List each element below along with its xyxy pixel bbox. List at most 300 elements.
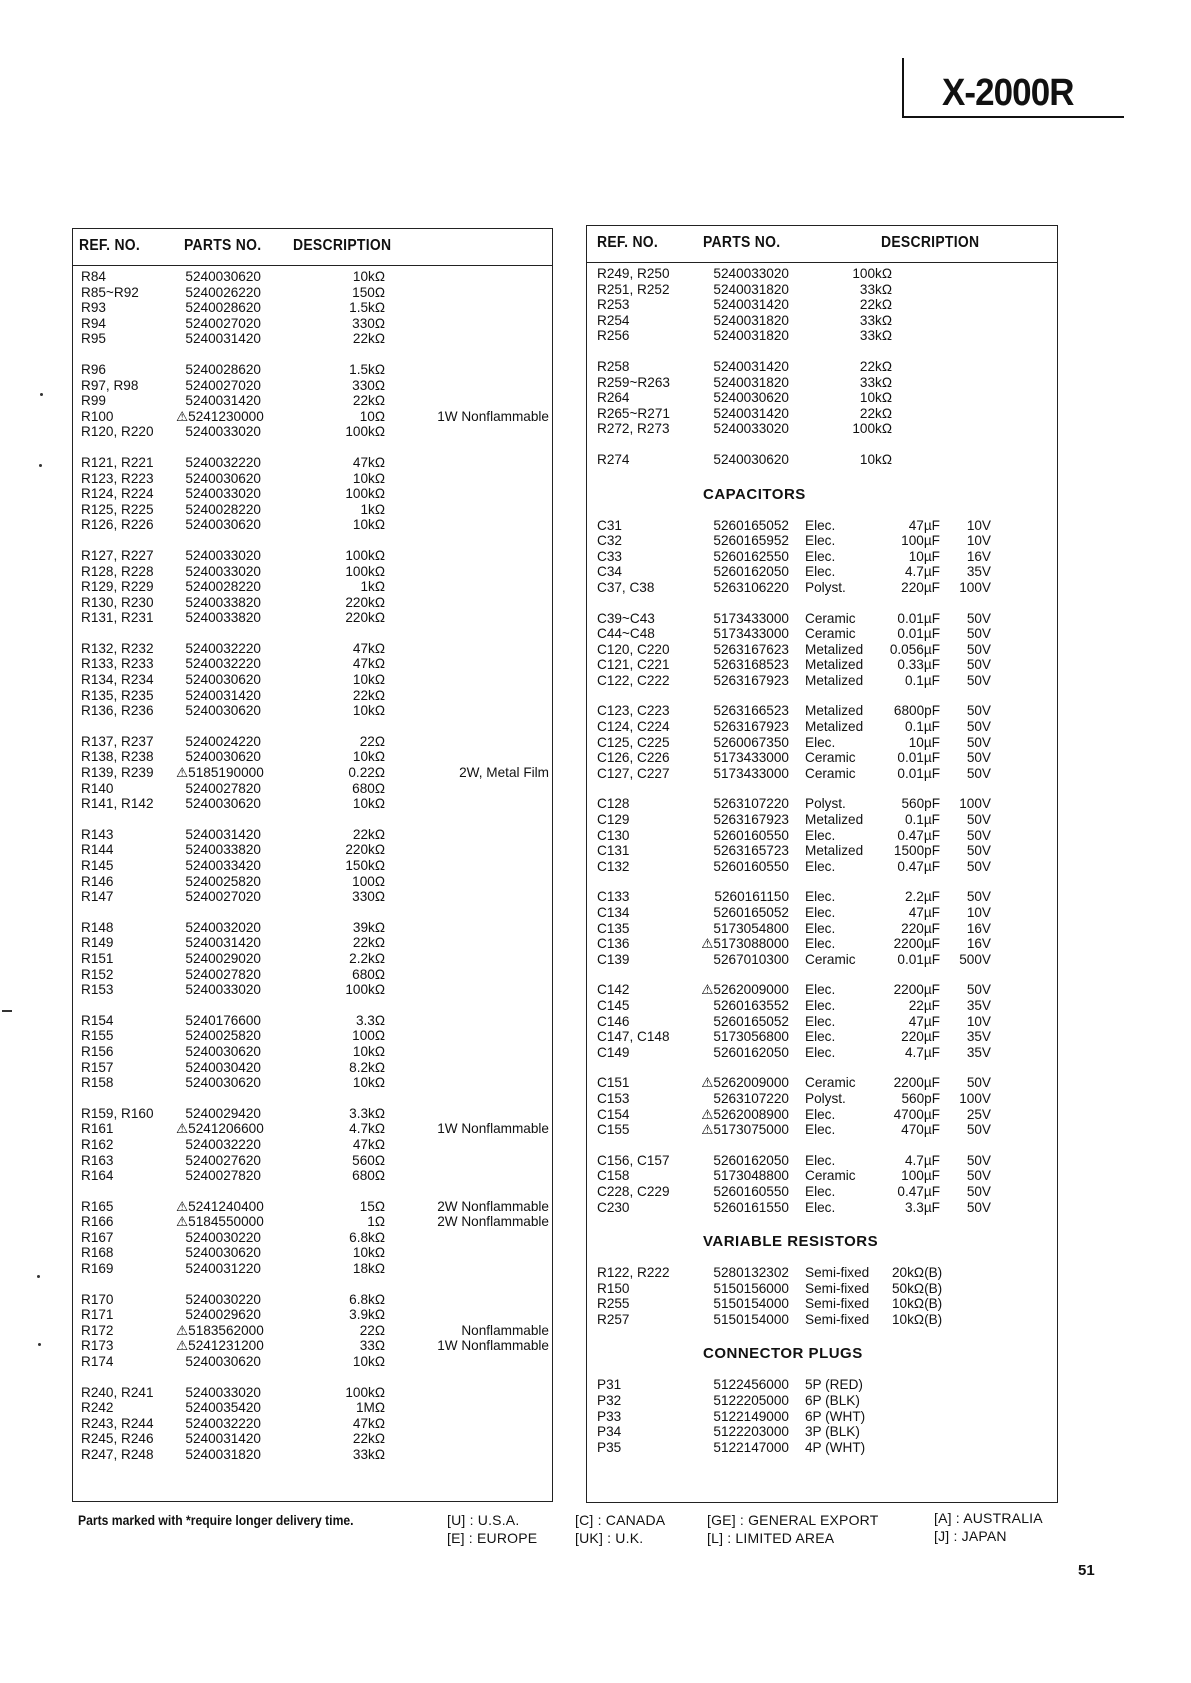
parts-no: 5240027020	[185, 889, 261, 905]
ref-no: R85~R92	[81, 284, 139, 300]
table-row	[73, 1338, 552, 1354]
right-table-body	[587, 266, 1057, 1470]
value: 1.5kΩ	[349, 361, 385, 377]
table-row	[73, 1323, 552, 1339]
value: 47kΩ	[352, 454, 385, 470]
voltage: 50V	[966, 843, 991, 859]
ref-no: R141, R142	[81, 796, 154, 812]
parts-group	[73, 827, 552, 905]
description: 4P (WHT)	[805, 1439, 866, 1455]
capacitance: 470µF	[901, 1122, 940, 1138]
parts-no: 5260165052	[713, 1013, 789, 1029]
parts-no: ⚠5185190000	[176, 765, 264, 781]
parts-no: 5240033020	[713, 266, 789, 281]
col-parts-header: PARTS NO.	[703, 234, 781, 251]
parts-no: 5260163552	[713, 997, 789, 1013]
table-row	[587, 1029, 1057, 1045]
capacitance: 100µF	[901, 1168, 940, 1184]
parts-no: 5240030620	[185, 269, 261, 284]
voltage: 50V	[966, 703, 991, 719]
value: 100kΩ	[345, 547, 385, 563]
parts-no: ⚠5262009000	[701, 982, 789, 998]
ref-no: R135, R235	[81, 687, 154, 703]
parts-group	[587, 1153, 1057, 1215]
value: 18kΩ	[352, 1261, 385, 1277]
type: Ceramic	[805, 951, 856, 967]
table-row	[587, 375, 1057, 391]
capacitance: 220µF	[901, 1029, 940, 1045]
parts-no: 5240031420	[713, 405, 789, 421]
table-row	[587, 1168, 1057, 1184]
value: 1.5kΩ	[349, 300, 385, 316]
ref-no: R171	[81, 1307, 114, 1323]
table-row	[73, 1168, 552, 1184]
type: Elec.	[805, 1044, 836, 1060]
type: Ceramic	[805, 1168, 856, 1184]
value: 10kΩ	[352, 749, 385, 765]
parts-no: 5240032220	[185, 1415, 261, 1431]
left-parts-table	[72, 228, 553, 1502]
value: 680Ω	[352, 966, 385, 982]
value: 10kΩ	[352, 672, 385, 688]
parts-no: 5260165052	[713, 517, 789, 533]
margin-mark	[38, 1343, 41, 1346]
voltage: 50V	[966, 1199, 991, 1215]
capacitance: 0.01µF	[897, 951, 940, 967]
table-row	[73, 982, 552, 998]
parts-no: ⚠5262009000	[701, 1075, 789, 1091]
table-row	[73, 1060, 552, 1076]
parts-no: ⚠5173075000	[701, 1122, 789, 1138]
parts-no: ⚠5184550000	[176, 1214, 264, 1230]
ref-no: R124, R224	[81, 486, 154, 502]
ref-no: C125, C225	[597, 734, 670, 750]
ref-no: R164	[81, 1168, 114, 1184]
parts-no: 5240030620	[185, 1075, 261, 1091]
parts-group	[587, 452, 1057, 468]
voltage: 16V	[966, 920, 991, 936]
parts-no: 5122205000	[713, 1393, 789, 1409]
type: Polyst.	[805, 796, 846, 812]
table-row	[73, 409, 552, 425]
type: Elec.	[805, 889, 836, 905]
parts-no: 5240029620	[185, 1307, 261, 1323]
value: 10kΩ	[859, 390, 892, 406]
col-desc-header: DESCRIPTION	[293, 237, 392, 254]
ref-no: R272, R273	[597, 421, 670, 437]
voltage: 16V	[966, 548, 991, 564]
table-row	[587, 564, 1057, 580]
parts-no: 5260160550	[713, 858, 789, 874]
parts-no: 5240035420	[185, 1400, 261, 1416]
margin-mark	[37, 1275, 40, 1278]
parts-no: 5240033820	[185, 610, 261, 626]
parts-group	[73, 1013, 552, 1091]
parts-no: 5263167923	[713, 812, 789, 828]
ref-no: R100	[81, 408, 114, 424]
voltage: 50V	[966, 641, 991, 657]
capacitance: 220µF	[901, 920, 940, 936]
parts-no: 5240030220	[185, 1291, 261, 1307]
parts-no: 5240031420	[185, 393, 261, 409]
parts-no: 5260160550	[713, 827, 789, 843]
ref-no: R257	[597, 1311, 630, 1327]
region-general-export: [GE] : GENERAL EXPORT	[707, 1512, 879, 1528]
parts-no: 5173056800	[713, 1029, 789, 1045]
header-divider-horizontal	[902, 116, 1124, 118]
parts-no: 5240033820	[185, 594, 261, 610]
left-table-header	[73, 229, 552, 266]
ref-no: R170	[81, 1291, 114, 1307]
table-row	[73, 1153, 552, 1169]
table-row	[73, 1385, 552, 1401]
table-row	[73, 656, 552, 672]
parts-no: 5150154000	[713, 1296, 789, 1312]
ref-no: R245, R246	[81, 1431, 154, 1447]
table-row	[73, 362, 552, 378]
value: 0.22Ω	[348, 765, 385, 781]
ref-no: C128	[597, 796, 630, 812]
table-row	[587, 452, 1057, 468]
value: 22kΩ	[352, 1431, 385, 1447]
table-row	[73, 331, 552, 347]
table-row	[73, 641, 552, 657]
parts-no: 5240031820	[713, 312, 789, 328]
voltage: 25V	[966, 1106, 991, 1122]
value: 100kΩ	[345, 563, 385, 579]
table-row	[73, 781, 552, 797]
ref-no: C146	[597, 1013, 630, 1029]
value: 20kΩ(B)	[892, 1265, 943, 1281]
type: Ceramic	[805, 765, 856, 781]
value: 10Ω	[359, 408, 385, 424]
ref-no: R151	[81, 950, 114, 966]
note: 1W Nonflammable	[437, 1121, 549, 1137]
type: Metalized	[805, 672, 864, 688]
value: 10kΩ	[352, 470, 385, 486]
parts-no: 5240033020	[185, 547, 261, 563]
table-row	[587, 657, 1057, 673]
value: 1MΩ	[355, 1400, 385, 1416]
parts-no: 5173054800	[713, 920, 789, 936]
ref-no: R140	[81, 780, 114, 796]
value: 330Ω	[352, 889, 385, 905]
table-row	[587, 533, 1057, 549]
parts-no: 5280132302	[713, 1265, 789, 1281]
table-row	[73, 548, 552, 564]
table-row	[73, 471, 552, 487]
value: 10kΩ	[859, 451, 892, 467]
value: 100kΩ	[345, 982, 385, 998]
table-row	[73, 269, 552, 285]
parts-no: 5260160550	[713, 1183, 789, 1199]
type: Polyst.	[805, 1090, 846, 1106]
parts-no: 5173433000	[713, 750, 789, 766]
parts-no: 5240033020	[713, 421, 789, 437]
parts-no: 5240032220	[185, 454, 261, 470]
table-row	[73, 734, 552, 750]
ref-no: C158	[597, 1168, 630, 1184]
parts-no: 5263165723	[713, 843, 789, 859]
capacitance: 2200µF	[893, 1075, 940, 1091]
ref-no: R143	[81, 826, 114, 842]
parts-group	[73, 455, 552, 533]
parts-no: 5240030620	[185, 749, 261, 765]
voltage: 16V	[966, 936, 991, 952]
table-row	[587, 921, 1057, 937]
table-row	[73, 1307, 552, 1323]
table-row	[73, 827, 552, 843]
ref-no: R147	[81, 889, 114, 905]
ref-no: R247, R248	[81, 1447, 154, 1462]
capacitance: 4.7µF	[904, 1152, 940, 1168]
ref-no: P33	[597, 1408, 622, 1424]
parts-group	[73, 641, 552, 719]
parts-group	[73, 1199, 552, 1277]
value: 100kΩ	[852, 266, 892, 281]
voltage: 50V	[966, 1168, 991, 1184]
ref-no: R152	[81, 966, 114, 982]
table-row	[73, 610, 552, 626]
type: Ceramic	[805, 750, 856, 766]
value: 680Ω	[352, 1168, 385, 1184]
parts-group	[587, 1075, 1057, 1137]
ref-no: R96	[81, 361, 106, 377]
parts-no: ⚠5241206600	[176, 1121, 264, 1137]
note: 2W Nonflammable	[437, 1198, 549, 1214]
ref-no: R158	[81, 1075, 114, 1091]
value: 10kΩ	[352, 1245, 385, 1261]
capacitance: 0.056µF	[889, 641, 940, 657]
right-table-header	[587, 226, 1057, 263]
margin-mark	[39, 464, 42, 467]
description: 5P (RED)	[805, 1377, 863, 1393]
parts-no: 5173433000	[713, 765, 789, 781]
capacitance: 4.7µF	[904, 564, 940, 580]
ref-no: R264	[597, 390, 630, 406]
capacitance: 0.01µF	[897, 610, 940, 626]
voltage: 35V	[966, 1029, 991, 1045]
value: 100kΩ	[852, 421, 892, 437]
ref-no: P31	[597, 1377, 622, 1393]
parts-group	[587, 359, 1057, 437]
table-row	[73, 517, 552, 533]
voltage: 50V	[966, 610, 991, 626]
parts-no: 5263167923	[713, 672, 789, 688]
ref-no: C130	[597, 827, 630, 843]
ref-no: R265~R271	[597, 405, 670, 421]
table-row	[73, 703, 552, 719]
ref-no: P32	[597, 1393, 622, 1409]
ref-no: C228, C229	[597, 1183, 670, 1199]
ref-no: R93	[81, 300, 106, 316]
table-row	[587, 1409, 1057, 1425]
ref-no: R256	[597, 328, 630, 344]
note: Nonflammable	[461, 1322, 549, 1338]
region-canada: [C] : CANADA	[575, 1512, 666, 1528]
ref-no: C37, C38	[597, 579, 655, 595]
value: 1kΩ	[360, 579, 385, 595]
value: 10kΩ	[352, 517, 385, 533]
type: Polyst.	[805, 579, 846, 595]
table-row	[587, 359, 1057, 375]
ref-no: C156, C157	[597, 1152, 670, 1168]
voltage: 10V	[966, 533, 991, 549]
table-row	[587, 282, 1057, 298]
value: 50kΩ(B)	[892, 1280, 943, 1296]
value: 47kΩ	[352, 640, 385, 656]
voltage: 50V	[966, 1152, 991, 1168]
ref-no: R84	[81, 269, 106, 284]
capacitance: 0.01µF	[897, 626, 940, 642]
margin-mark	[40, 393, 43, 396]
ref-no: R251, R252	[597, 281, 670, 297]
region-limited-area: [L] : LIMITED AREA	[707, 1530, 835, 1546]
table-row	[587, 266, 1057, 282]
ref-no: C124, C224	[597, 719, 670, 735]
parts-no: 5240025820	[185, 873, 261, 889]
value: 10kΩ	[352, 1075, 385, 1091]
table-row	[587, 1184, 1057, 1200]
ref-no: R145	[81, 858, 114, 873]
region-usa: [U] : U.S.A.	[447, 1512, 520, 1528]
parts-no: 5240031820	[713, 374, 789, 390]
ref-no: C142	[597, 982, 630, 998]
table-row	[587, 611, 1057, 627]
table-row	[587, 952, 1057, 968]
table-row	[587, 843, 1057, 859]
parts-no: 5260162050	[713, 1152, 789, 1168]
value: 3.9kΩ	[349, 1307, 385, 1323]
parts-no: 5267010300	[713, 951, 789, 967]
delivery-note: Parts marked with *require longer delivery time.	[78, 1513, 354, 1528]
table-row	[73, 688, 552, 704]
ref-no: R168	[81, 1245, 114, 1261]
voltage: 50V	[966, 1183, 991, 1199]
ref-no: C136	[597, 936, 630, 952]
parts-group	[587, 266, 1057, 344]
type: Elec.	[805, 858, 836, 874]
capacitance: 220µF	[901, 579, 940, 595]
parts-no: 5260162550	[713, 548, 789, 564]
value: 220kΩ	[345, 842, 385, 858]
value: 22kΩ	[352, 826, 385, 842]
ref-no: R240, R241	[81, 1384, 154, 1400]
ref-no: C133	[597, 889, 630, 905]
value: 22kΩ	[352, 393, 385, 409]
capacitance: 2200µF	[893, 936, 940, 952]
ref-no: R249, R250	[597, 266, 670, 281]
capacitance: 4.7µF	[904, 1044, 940, 1060]
model-title: X-2000R	[942, 72, 1074, 114]
table-row	[73, 1075, 552, 1091]
value: 560Ω	[352, 1152, 385, 1168]
table-row	[73, 1354, 552, 1370]
parts-group	[587, 889, 1057, 967]
value: 22Ω	[359, 1322, 385, 1338]
type: Ceramic	[805, 1075, 856, 1091]
ref-no: R139, R239	[81, 765, 154, 781]
voltage: 35V	[966, 1044, 991, 1060]
ref-no: R125, R225	[81, 501, 154, 517]
parts-group	[587, 703, 1057, 781]
type: Elec.	[805, 920, 836, 936]
parts-no: 5240176600	[185, 1012, 261, 1028]
ref-no: C230	[597, 1199, 630, 1215]
parts-group	[73, 269, 552, 347]
table-row	[587, 1091, 1057, 1107]
table-row	[73, 1416, 552, 1432]
parts-no: 5260165952	[713, 533, 789, 549]
variable-resistors-heading: VARIABLE RESISTORS	[703, 1233, 879, 1251]
value: 3.3Ω	[355, 1012, 385, 1028]
parts-no: 5240027620	[185, 1152, 261, 1168]
region-uk: [UK] : U.K.	[575, 1530, 644, 1546]
table-row	[73, 1400, 552, 1416]
table-row	[587, 580, 1057, 596]
table-row	[587, 1296, 1057, 1312]
ref-no: R150	[597, 1280, 630, 1296]
capacitance: 4700µF	[893, 1106, 940, 1122]
capacitance: 47µF	[908, 517, 940, 533]
parts-no: 5263168523	[713, 657, 789, 673]
value: 100Ω	[352, 1028, 385, 1044]
value: 1kΩ	[360, 501, 385, 517]
ref-no: R166	[81, 1214, 114, 1230]
voltage: 50V	[966, 626, 991, 642]
parts-no: 5260161150	[714, 889, 789, 905]
capacitance: 3.3µF	[904, 1199, 940, 1215]
value: 220kΩ	[345, 610, 385, 626]
voltage: 50V	[966, 672, 991, 688]
table-row	[73, 455, 552, 471]
capacitors-heading: CAPACITORS	[703, 485, 806, 503]
ref-no: C44~C48	[597, 626, 655, 642]
table-row	[587, 673, 1057, 689]
table-row	[587, 982, 1057, 998]
parts-no: ⚠5173088000	[701, 936, 789, 952]
parts-no: 5240032020	[185, 919, 261, 935]
value: 10kΩ	[352, 796, 385, 812]
parts-no: 5263166523	[713, 703, 789, 719]
note: 1W Nonflammable	[437, 1338, 549, 1354]
ref-no: C123, C223	[597, 703, 670, 719]
table-row	[73, 486, 552, 502]
table-row	[587, 719, 1057, 735]
parts-no: 5240024220	[185, 733, 261, 749]
table-row	[73, 1121, 552, 1137]
parts-no: 5240030620	[185, 517, 261, 533]
table-row	[73, 564, 552, 580]
value: 2.2kΩ	[349, 950, 385, 966]
ref-no: R173	[81, 1338, 114, 1354]
capacitance: 6800pF	[893, 703, 940, 719]
capacitance: 10µF	[908, 548, 940, 564]
ref-no: R161	[81, 1121, 114, 1137]
table-row	[587, 518, 1057, 534]
table-row	[587, 390, 1057, 406]
parts-no: 5240030620	[185, 703, 261, 719]
table-row	[73, 874, 552, 890]
table-row	[73, 424, 552, 440]
ref-no: C132	[597, 858, 630, 874]
ref-no: R159, R160	[81, 1105, 154, 1121]
parts-no: 5240027020	[185, 315, 261, 331]
type: Elec.	[805, 517, 836, 533]
table-row	[73, 842, 552, 858]
parts-no: 5240031820	[713, 281, 789, 297]
ref-no: R174	[81, 1354, 114, 1370]
